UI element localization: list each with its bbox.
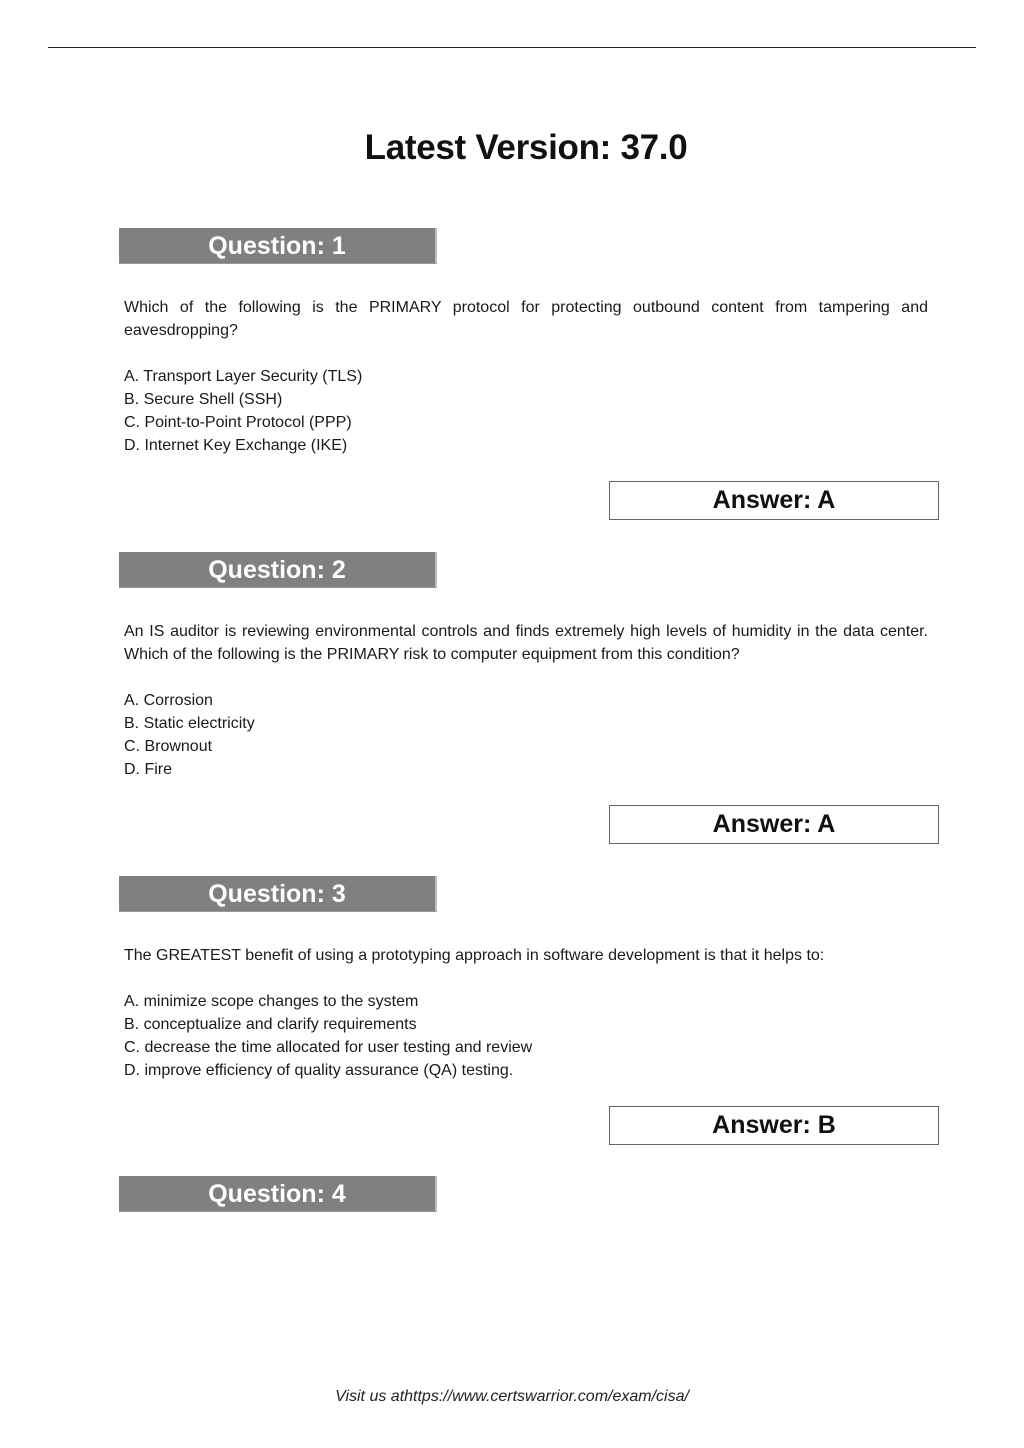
option-a: A. Transport Layer Security (TLS)	[124, 368, 363, 385]
option-a: A. minimize scope changes to the system	[124, 993, 419, 1010]
option-list	[124, 990, 939, 1082]
question-4	[119, 1176, 939, 1212]
question-1	[119, 228, 939, 457]
option-list	[124, 689, 939, 781]
question-3	[119, 876, 939, 1082]
page-title: Latest Version: 37.0	[364, 128, 688, 167]
question-header: Question: 2	[119, 552, 437, 588]
question-header: Question: 1	[119, 228, 437, 264]
option-b: B. conceptualize and clarify requirements	[124, 1016, 417, 1033]
question-2	[119, 552, 939, 781]
answer-box-1: Answer: A	[609, 481, 939, 520]
option-b: B. Static electricity	[124, 715, 255, 732]
question-header: Question: 4	[119, 1176, 437, 1212]
top-divider	[48, 47, 976, 48]
footer-link-text: Visit us athttps://www.certswarrior.com/exam/cisa/	[335, 1388, 689, 1405]
option-d: D. Fire	[124, 761, 172, 778]
answer-box-3: Answer: B	[609, 1106, 939, 1145]
question-text: An IS auditor is reviewing environmental controls and finds extremely high levels of humidity in the data center. Which of the following is the PRIMARY risk to computer equipment from this condition?	[124, 623, 928, 663]
option-a: A. Corrosion	[124, 692, 213, 709]
option-b: B. Secure Shell (SSH)	[124, 391, 283, 408]
option-d: D. improve efficiency of quality assurance (QA) testing.	[124, 1062, 514, 1079]
option-c: C. decrease the time allocated for user testing and review	[124, 1039, 533, 1056]
option-c: C. Brownout	[124, 738, 213, 755]
question-text: The GREATEST benefit of using a prototyping approach in software development is that it helps to:	[124, 947, 825, 964]
option-list	[124, 365, 939, 457]
answer-box-2: Answer: A	[609, 805, 939, 844]
question-header: Question: 3	[119, 876, 437, 912]
option-d: D. Internet Key Exchange (IKE)	[124, 437, 348, 454]
option-c: C. Point-to-Point Protocol (PPP)	[124, 414, 352, 431]
question-text: Which of the following is the PRIMARY protocol for protecting outbound content from tampering and eavesdropping?	[124, 299, 928, 339]
